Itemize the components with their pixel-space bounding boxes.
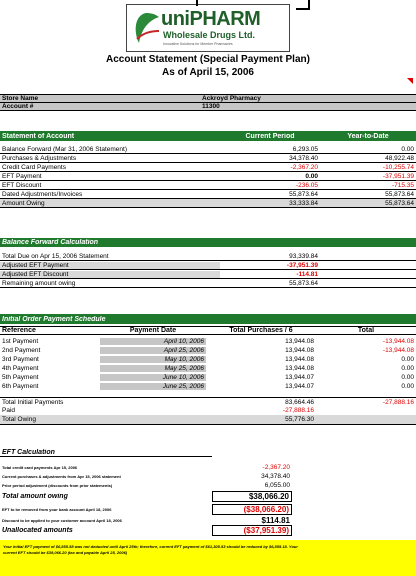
footer-note — [0, 540, 416, 576]
col-year-to-date: Year-to-Date — [347, 132, 389, 140]
col-payment-date: Payment Date — [129, 327, 177, 334]
logo-swoosh-icon — [131, 11, 161, 45]
statement-row — [0, 181, 416, 190]
col-reference: Reference — [2, 327, 36, 334]
paid-value: -27,888.16 — [282, 407, 314, 414]
schedule-title: Initial Order Payment Schedule — [2, 315, 106, 323]
schedule-purch: 13,944.07 — [285, 383, 314, 390]
logo — [126, 4, 290, 52]
total-initial-label: Total Initial Payments — [2, 398, 64, 406]
logo-tagline: Innovative Solutions for Member Pharmacies — [163, 42, 233, 46]
account-value: 11300 — [202, 103, 220, 110]
statement-row — [0, 145, 416, 154]
schedule-header — [0, 314, 416, 324]
schedule-row — [0, 346, 416, 355]
schedule-total: -13,944.08 — [382, 338, 414, 345]
statement-row — [0, 154, 416, 163]
page-subtitle: As of April 15, 2006 — [162, 67, 254, 78]
balance-forward-value: -37,951.39 — [286, 261, 318, 269]
statement-row-period: 6,293.05 — [292, 145, 318, 153]
statement-row-period: -236.05 — [295, 181, 318, 189]
footer-line-2: current EFT should be $39,066.20 (tax and payable April 25, 2006) — [3, 550, 128, 555]
schedule-ref: 4th Payment — [2, 365, 39, 372]
red-arrow-icon — [407, 78, 413, 84]
schedule-date: May 10, 2006 — [100, 356, 206, 363]
eft-row — [0, 481, 416, 490]
discount-value: $114.81 — [261, 516, 290, 525]
col-total-purchases: Total Purchases / 6 — [229, 327, 293, 334]
balance-forward-row — [0, 261, 416, 270]
eft-row-value: -2,367.20 — [262, 464, 290, 471]
statement-row-period: 55,873.64 — [289, 190, 318, 198]
col-total: Total — [357, 327, 375, 334]
statement-row-label: EFT Payment — [2, 172, 42, 180]
paid-row — [0, 406, 416, 415]
eft-row-label: Prior period adjustment (discounts from prior statements) — [2, 483, 113, 488]
eft-row-label: Total credit card payments Apr 15, 2006 — [2, 465, 78, 470]
schedule-total: 0.00 — [401, 374, 414, 381]
store-name-label: Store Name — [2, 95, 39, 102]
discount-label: Discount to be applied to your customer account April 18, 2006 — [2, 518, 122, 523]
corner-mark — [296, 0, 310, 10]
schedule-purch: 13,944.07 — [285, 374, 314, 381]
total-initial-purch: 83,664.46 — [285, 398, 314, 406]
statement-row-ytd: 55,873.64 — [385, 190, 414, 198]
balance-forward-row — [0, 279, 416, 288]
account-row — [0, 103, 416, 111]
eft-row — [0, 472, 416, 481]
eft-row — [0, 463, 416, 472]
account-label: Account # — [2, 103, 34, 110]
statement-row-ytd: 0.00 — [401, 145, 414, 153]
statement-row-label: Purchases & Adjustments — [2, 154, 77, 162]
balance-forward-value: 55,873.64 — [289, 279, 318, 287]
balance-forward-label: Adjusted EFT Payment — [0, 262, 220, 269]
store-name-value: Ackroyd Pharmacy — [202, 95, 261, 102]
eft-removed-label: EFT to be removed from your bank account April 18, 2006 — [2, 507, 112, 512]
balance-forward-value: -114.81 — [296, 270, 318, 278]
balance-forward-row — [0, 252, 416, 261]
total-owing-row — [0, 415, 416, 425]
schedule-row — [0, 373, 416, 382]
schedule-total: 0.00 — [401, 383, 414, 390]
total-initial-row — [0, 397, 416, 406]
eft-row-value: 6,055.00 — [264, 482, 290, 489]
balance-forward-label: Adjusted EFT Discount — [0, 271, 220, 278]
schedule-date: April 10, 2006 — [100, 338, 206, 345]
schedule-ref: 6th Payment — [2, 383, 39, 390]
eft-header — [0, 448, 416, 457]
statement-row-label: Balance Forward (Mar 31, 2006 Statement) — [2, 145, 128, 153]
schedule-row — [0, 364, 416, 373]
col-current-period: Current Period — [245, 132, 295, 140]
statement-row — [0, 163, 416, 172]
statement-row-period: 33,333.84 — [289, 199, 318, 207]
statement-row-period: 0.00 — [305, 172, 318, 180]
unallocated-row — [0, 526, 416, 535]
statement-row — [0, 172, 416, 181]
eft-total-owing-value: $38,066.20 — [212, 491, 292, 502]
footer-line-1: Your Initial EFT payment of $6,855.58 was not deducted until April 25th; therefore, current EFT payment of $61,305.53 should be reduced by $6,855.18. Your — [3, 544, 298, 549]
statement-row — [0, 190, 416, 199]
balance-forward-value: 93,339.84 — [289, 252, 318, 260]
eft-removed-value: ($38,066.20) — [212, 504, 292, 515]
statement-row-ytd: 55,873.64 — [385, 199, 414, 207]
statement-header — [0, 131, 416, 141]
eft-row-label: Current purchases & adjustments from Apr 15, 2006 statement — [2, 474, 121, 479]
discount-row — [0, 516, 416, 525]
eft-total-owing-label: Total amount owing — [2, 493, 68, 500]
corner-mark-left — [196, 0, 198, 6]
eft-row-value: 34,378.40 — [261, 473, 290, 480]
schedule-date: June 10, 2006 — [100, 374, 206, 381]
schedule-purch: 13,944.08 — [285, 365, 314, 372]
statement-row-period: 34,378.40 — [289, 154, 318, 162]
statement-row — [0, 199, 416, 208]
schedule-row — [0, 337, 416, 346]
statement-row-ytd: -10,255.74 — [382, 163, 414, 171]
paid-label: Paid — [2, 407, 16, 414]
eft-title: EFT Calculation — [0, 449, 212, 457]
balance-forward-header — [0, 238, 416, 247]
schedule-row — [0, 355, 416, 364]
schedule-purch: 13,944.08 — [285, 356, 314, 363]
schedule-purch: 13,944.08 — [285, 347, 314, 354]
eft-removed-row — [0, 505, 416, 514]
schedule-date: May 25, 2006 — [100, 365, 206, 372]
balance-forward-label: Total Due on Apr 15, 2006 Statement — [2, 252, 109, 260]
balance-forward-title: Balance Forward Calculation — [2, 239, 99, 246]
unallocated-value: ($37,951.39) — [212, 525, 292, 536]
statement-row-label: Credit Card Payments — [2, 163, 66, 171]
statement-row-ytd: -715.35 — [391, 181, 414, 189]
balance-forward-row — [0, 270, 416, 279]
logo-main-text: uniPHARM — [161, 8, 261, 30]
schedule-purch: 13,944.08 — [285, 338, 314, 345]
schedule-row — [0, 382, 416, 391]
page-title: Account Statement (Special Payment Plan) — [106, 54, 310, 65]
schedule-date: April 25, 2006 — [100, 347, 206, 354]
statement-title: Statement of Account — [2, 132, 75, 140]
schedule-total: -13,944.08 — [382, 347, 414, 354]
statement-row-ytd: -37,951.39 — [382, 172, 414, 180]
total-owing-value: 55,776.30 — [285, 416, 314, 423]
balance-forward-label: Remaining amount owing — [2, 279, 76, 287]
eft-total-owing-row — [0, 492, 416, 501]
schedule-col-headers — [0, 326, 416, 335]
schedule-ref: 1st Payment — [2, 338, 39, 345]
schedule-date: June 25, 2006 — [100, 383, 206, 390]
statement-row-period: -2,367.20 — [290, 163, 318, 171]
store-name-row — [0, 94, 416, 103]
statement-row-label: EFT Discount — [2, 181, 42, 189]
schedule-ref: 2nd Payment — [2, 347, 41, 354]
statement-row-label: Amount Owing — [2, 199, 45, 207]
total-owing-label: Total Owing — [2, 416, 36, 423]
schedule-total: 0.00 — [401, 365, 414, 372]
statement-row-label: Dated Adjustments/Invoices — [2, 190, 83, 198]
schedule-ref: 3rd Payment — [2, 356, 39, 363]
unallocated-label: Unallocated amounts — [2, 527, 73, 534]
total-initial-total: -27,888.16 — [382, 398, 414, 406]
statement-row-ytd: 48,922.48 — [385, 154, 414, 162]
schedule-ref: 5th Payment — [2, 374, 39, 381]
schedule-total: 0.00 — [401, 356, 414, 363]
logo-sub-text: Wholesale Drugs Ltd. — [163, 30, 256, 40]
